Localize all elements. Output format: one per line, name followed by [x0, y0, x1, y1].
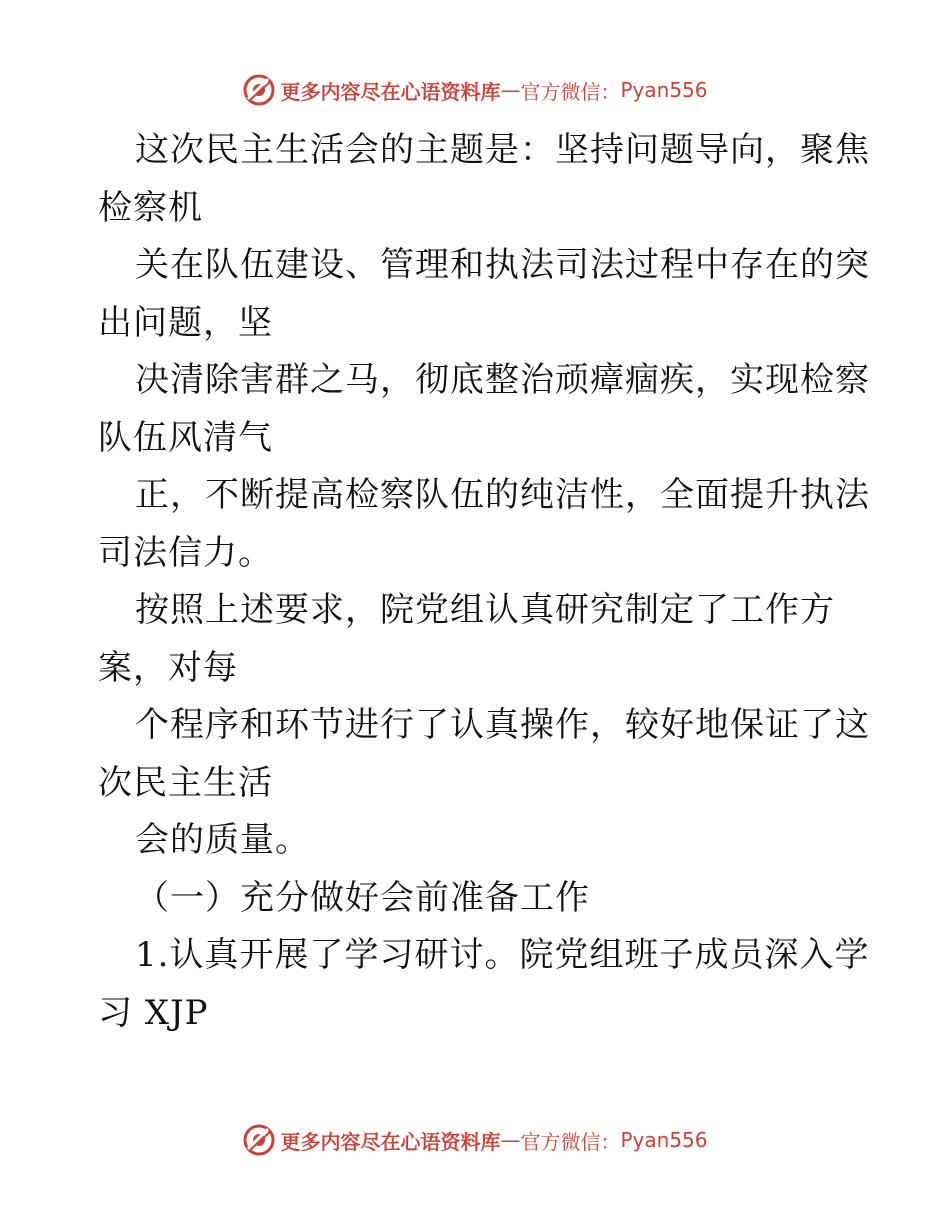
document-body — [98, 122, 870, 1042]
logo-icon — [242, 73, 276, 107]
text-line: 这次民主生活会的主题是：坚持问题导向，聚焦 — [135, 130, 870, 170]
header-watermark — [0, 70, 950, 110]
watermark-sub: 官方微信： — [520, 1129, 621, 1154]
text-line: 会的质量。 — [135, 820, 310, 860]
watermark-dash: — — [500, 78, 521, 102]
text-line: 队伍风清气 — [98, 417, 273, 458]
text-line: 正，不断提高检察队伍的纯洁性，全面提升执法 — [135, 475, 870, 515]
text-line: 1.认真开展了学习研讨。院党组班子成员深入学 — [135, 935, 870, 975]
logo-icon — [242, 1123, 276, 1157]
watermark-id: Pyan556 — [620, 78, 708, 102]
text-line: 出问题，坚 — [98, 302, 273, 343]
watermark-dash: — — [500, 1128, 521, 1152]
text-line: 按照上述要求，院党组认真研究制定了工作方 — [135, 590, 835, 630]
watermark-id: Pyan556 — [620, 1128, 708, 1152]
text-line: 决清除害群之马，彻底整治顽瘴痼疾，实现检察 — [135, 360, 870, 400]
text-line: 次民主生活 — [98, 762, 273, 803]
footer-watermark — [0, 1120, 950, 1160]
text-line: 司法信力。 — [98, 532, 273, 573]
section-heading: （一）充分做好会前准备工作 — [135, 877, 590, 918]
watermark-brand: 更多内容尽在心语资料库 — [280, 1129, 501, 1154]
text-line: 个程序和环节进行了认真操作，较好地保证了这 — [135, 705, 870, 745]
watermark-sub: 官方微信： — [520, 79, 621, 104]
text-line: 关在队伍建设、管理和执法司法过程中存在的突 — [135, 245, 870, 285]
text-line: 检察机 — [98, 187, 203, 228]
watermark-brand: 更多内容尽在心语资料库 — [280, 79, 501, 104]
text-line: 案，对每 — [98, 647, 238, 688]
text-line: 习 XJP — [98, 992, 209, 1033]
